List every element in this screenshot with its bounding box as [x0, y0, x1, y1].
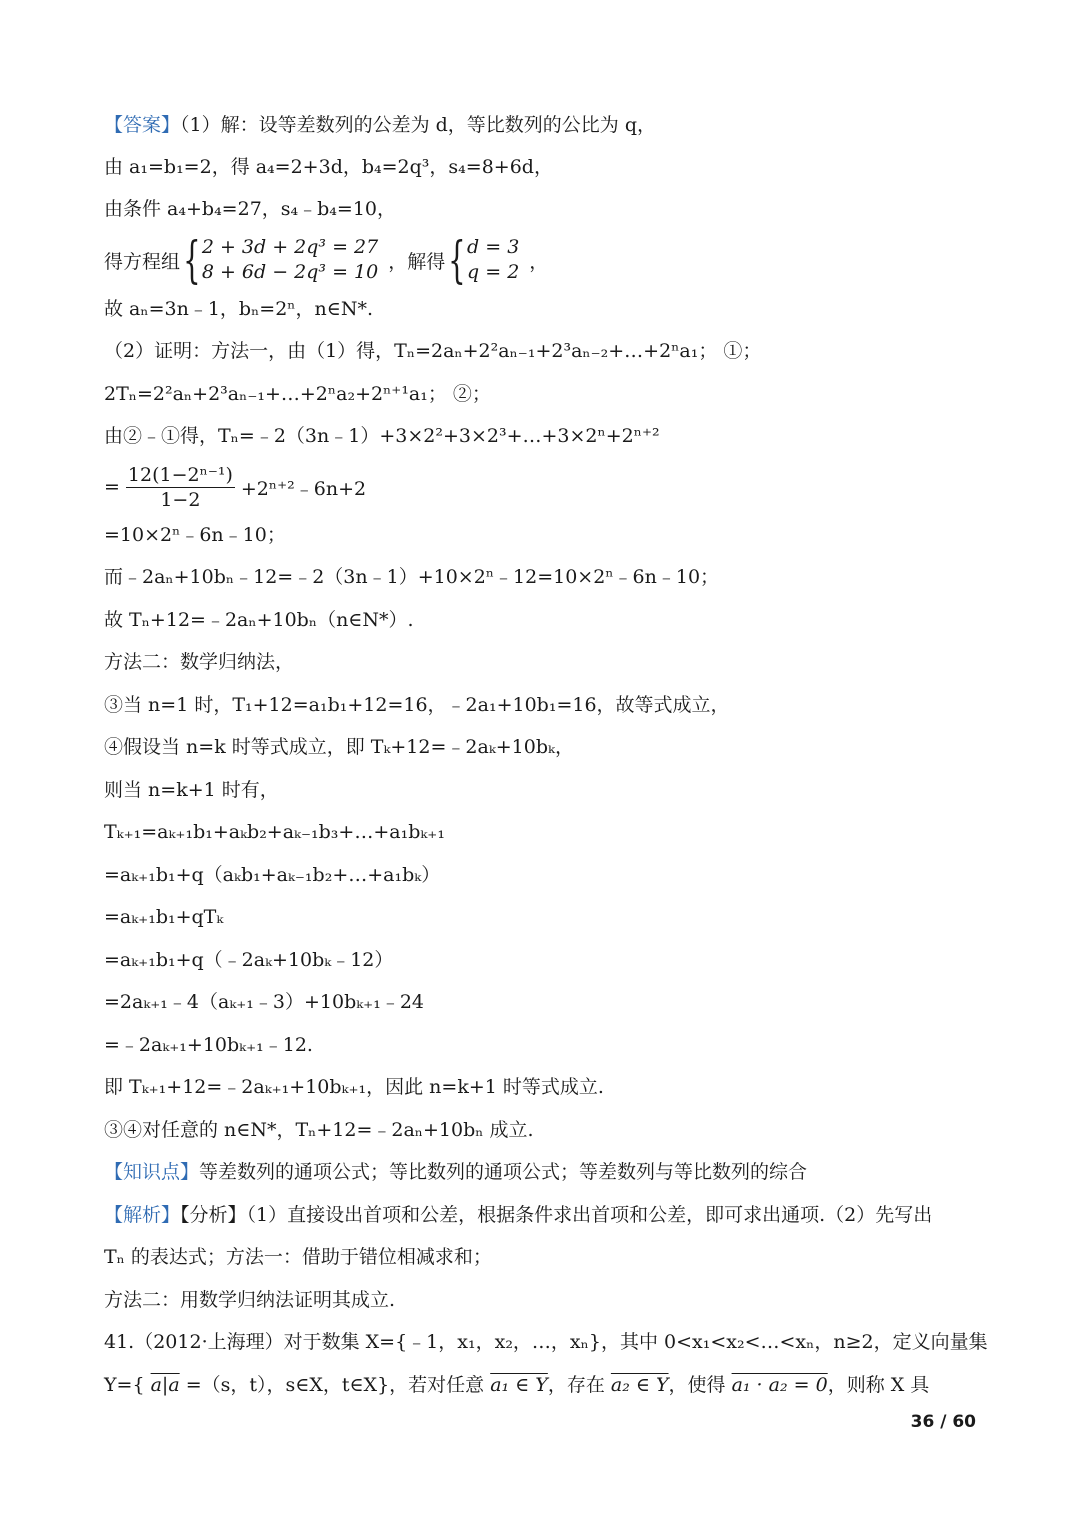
solution-2: q = 2	[467, 261, 520, 283]
analysis-text: （1）直接设出首项和公差，根据条件求出首项和公差，即可求出通项.（2）先写出	[246, 1204, 933, 1226]
text-line: 由 a₁=b₁=2，得 a₄=2+3d，b₄=2q³，s₄=8+6d，	[104, 156, 553, 178]
equation-system-line	[104, 230, 548, 290]
equation-2: 8 + 6d − 2q³ = 10	[201, 261, 379, 283]
knowledge-text: 等差数列的通项公式；等比数列的通项公式；等差数列与等比数列的综合	[199, 1161, 808, 1183]
fraction-line	[104, 462, 366, 512]
page-number: 36 / 60	[910, 1412, 976, 1432]
text-line: =aₖ₊₁b₁+qTₖ	[104, 906, 224, 928]
text-line: 方法二：用数学归纳法证明其成立.	[104, 1289, 396, 1311]
fraction-prefix: =	[104, 476, 120, 498]
vector-a1: a₁ ∈ Y	[490, 1374, 548, 1396]
text-line: 故 aₙ=3n﹣1，bₙ=2ⁿ，n∈N*.	[104, 298, 373, 320]
text-line: =﹣2aₖ₊₁+10bₖ₊₁﹣12.	[104, 1034, 313, 1056]
text-span: Y={	[104, 1374, 151, 1396]
answer-text: （1）解：设等差数列的公差为 d，等比数列的公比为 q，	[180, 114, 657, 136]
question-line-2	[104, 1372, 980, 1398]
text-line: Tₙ 的表达式；方法一：借助于错位相减求和；	[104, 1246, 492, 1268]
vector-a: a|a	[150, 1374, 180, 1396]
text-line: 即 Tₖ₊₁+12=﹣2aₖ₊₁+10bₖ₊₁，因此 n=k+1 时等式成立.	[104, 1076, 604, 1098]
text-line: =aₖ₊₁b₁+q（﹣2aₖ+10bₖ﹣12）	[104, 949, 394, 971]
system-prefix: 得方程组	[104, 250, 181, 273]
text-line: ③当 n=1 时，T₁+12=a₁b₁+12=16，﹣2a₁+10b₁=16，故等式成立，	[104, 694, 730, 716]
solve-label: ，解得	[388, 250, 446, 273]
dot-product: a₁ · a₂ = 0	[731, 1374, 828, 1396]
system-end: ，	[529, 250, 549, 273]
question-line: 41.（2012·上海理）对于数集 X={﹣1，x₁，x₂，…，xₙ}，其中 0<x₁<x₂<…<xₙ，n≥2，定义向量集	[104, 1331, 988, 1353]
equation-system	[202, 235, 378, 285]
text-line: 故 Tₙ+12=﹣2aₙ+10bₙ（n∈N*）.	[104, 609, 414, 631]
text-line: （2）证明：方法一，由（1）得，Tₙ=2aₙ+2²aₙ₋₁+2³aₙ₋₂+…+2ⁿa₁； ①；	[104, 340, 762, 362]
text-line: 由②﹣①得，Tₙ=﹣2（3n﹣1）+3×2²+3×2³+…+3×2ⁿ+2ⁿ⁺²	[104, 425, 660, 447]
fraction-suffix: +2ⁿ⁺²﹣6n+2	[240, 477, 367, 500]
analysis-tag: 【解析】	[104, 1204, 181, 1226]
solution-system	[467, 235, 519, 285]
left-brace: {	[183, 231, 201, 289]
fraction-denominator: 1−2	[160, 488, 201, 511]
text-line: Tₖ₊₁=aₖ₊₁b₁+aₖb₂+aₖ₋₁b₃+…+a₁bₖ₊₁	[104, 821, 445, 843]
answer-line	[104, 112, 980, 138]
equation-1: 2 + 3d + 2q³ = 27	[201, 236, 379, 258]
text-line: 方法二：数学归纳法，	[104, 651, 295, 673]
left-brace: {	[448, 231, 466, 289]
text-line: =10×2ⁿ﹣6n﹣10；	[104, 524, 286, 546]
analysis-heading: 【分析】	[180, 1204, 247, 1226]
text-line: ③④对任意的 n∈N*，Tₙ+12=﹣2aₙ+10bₙ 成立.	[104, 1119, 534, 1141]
text-line: 而﹣2aₙ+10bₙ﹣12=﹣2（3n﹣1）+10×2ⁿ﹣12=10×2ⁿ﹣6n﹣10；	[104, 566, 720, 588]
text-span: ，使得	[668, 1374, 732, 1396]
text-line: =aₖ₊₁b₁+q（aₖb₁+aₖ₋₁b₂+…+a₁bₖ）	[104, 864, 441, 886]
knowledge-tag: 【知识点】	[104, 1161, 200, 1183]
fraction	[126, 464, 235, 511]
text-span: =（s，t），s∈X，t∈X}，若对任意	[179, 1374, 491, 1396]
text-line: 2Tₙ=2²aₙ+2³aₙ₋₁+…+2ⁿa₂+2ⁿ⁺¹a₁； ②；	[104, 383, 491, 405]
text-line: =2aₖ₊₁﹣4（aₖ₊₁﹣3）+10bₖ₊₁﹣24	[104, 991, 425, 1013]
solution-1: d = 3	[467, 236, 520, 258]
text-span: ，则称 X 具	[827, 1374, 930, 1396]
fraction-numerator: 12(1−2ⁿ⁻¹)	[127, 463, 233, 486]
analysis-line	[104, 1202, 980, 1228]
knowledge-line	[104, 1159, 980, 1185]
vector-a2: a₂ ∈ Y	[610, 1374, 669, 1396]
text-span: ，存在	[547, 1374, 611, 1396]
text-line: ④假设当 n=k 时等式成立，即 Tₖ+12=﹣2aₖ+10bₖ，	[104, 736, 574, 758]
text-line: 则当 n=k+1 时有，	[104, 779, 279, 801]
text-line: 由条件 a₄+b₄=27，s₄﹣b₄=10，	[104, 198, 397, 220]
answer-tag: 【答案】	[104, 114, 181, 136]
